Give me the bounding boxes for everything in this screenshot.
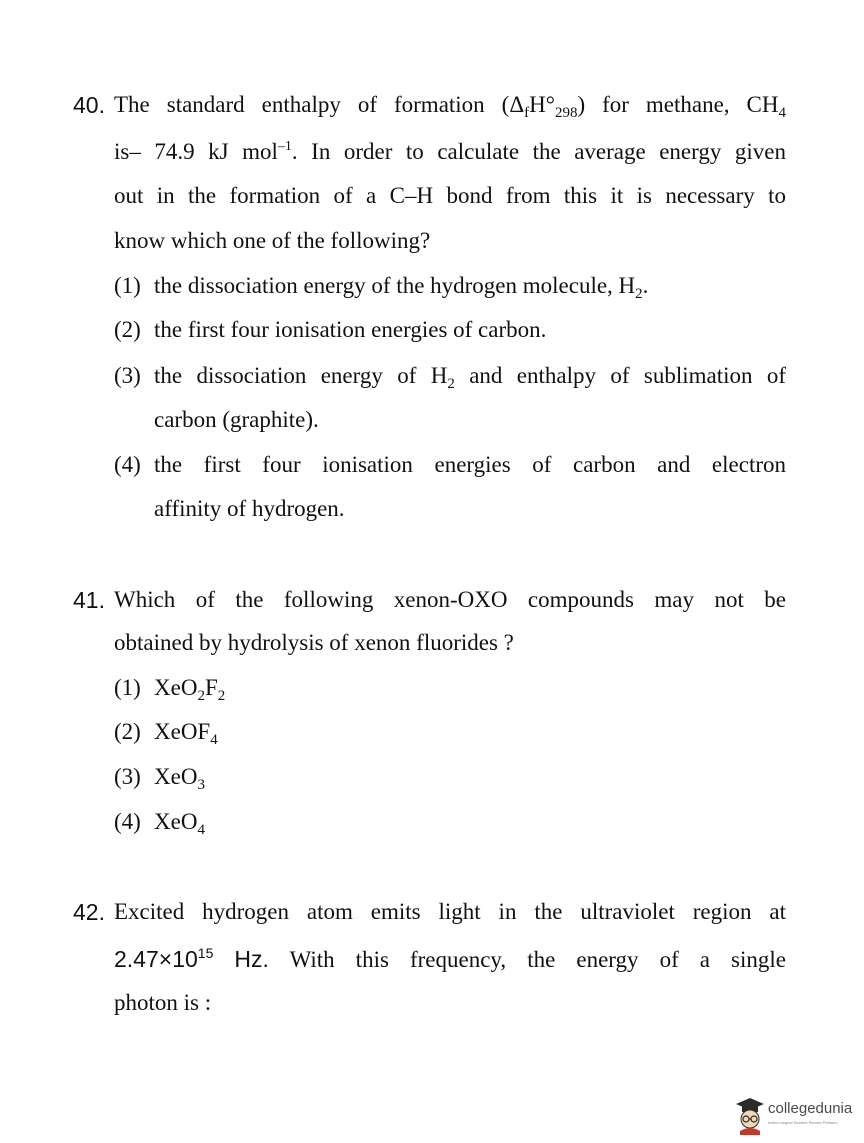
question-40-number: 40. bbox=[73, 92, 105, 118]
question-41-option-2: (2) XeOF$_4$ bbox=[114, 719, 218, 748]
question-42-line-3: photon is : bbox=[114, 990, 212, 1015]
question-41-option-1: (1) $XeO_2F_2$ bbox=[114, 675, 226, 704]
question-40-line-1: The standard enthalpy of formation $(\Delta_fH^\circ_{298})$ for methane, $CH_4$ bbox=[114, 92, 786, 121]
question-40-line-2: is– 74.9 kJ mol$^{-1}$. In order to calculate the average energy given bbox=[114, 139, 787, 164]
question-40-option-2: (2) the first four ionisation energies of carbon. bbox=[114, 315, 546, 345]
option-number: (1) bbox=[114, 675, 141, 700]
option-number: (4) bbox=[114, 809, 141, 834]
option-number: (2) bbox=[114, 719, 141, 744]
question-40-option-4-line-2: affinity of hydrogen. bbox=[154, 496, 345, 521]
question-42-number: 42. bbox=[73, 899, 105, 925]
question-41-number: 41. bbox=[73, 587, 105, 613]
question-40-option-1: (1) the dissociation energy of the hydrogen molecule, $H_2$. bbox=[114, 273, 649, 302]
question-42-line-1: Excited hydrogen atom emits light in the ultraviolet region at bbox=[114, 899, 786, 924]
question-40-option-3-line-2: carbon (graphite). bbox=[154, 407, 319, 432]
question-40-line-3: out in the formation of a C–H bond from this it is necessary to bbox=[114, 183, 786, 208]
question-40-option-4: (4) the first four ionisation energies of carbon and electron bbox=[114, 450, 786, 480]
option-number: (3) bbox=[114, 363, 141, 388]
option-number: (3) bbox=[114, 764, 141, 789]
question-42-line-2: $2.47\times 10^{15}$ Hz. With this frequency, the energy of a single bbox=[114, 945, 786, 972]
question-41-line-1: Which of the following xenon-OXO compounds may not be bbox=[114, 587, 786, 612]
collegedunia-watermark bbox=[734, 1093, 854, 1137]
question-41-line-2: obtained by hydrolysis of xenon fluorides ? bbox=[114, 630, 514, 655]
graduate-mascot-icon bbox=[734, 1095, 766, 1135]
question-41-option-3: (3) XeO$_3$ bbox=[114, 764, 205, 793]
brand-name: collegedunia bbox=[768, 1100, 853, 1117]
option-number: (4) bbox=[114, 452, 141, 477]
brand-tagline: India's largest Student Review Platform bbox=[768, 1120, 838, 1125]
question-41-option-4: (4) XeO$_4$ bbox=[114, 809, 205, 838]
question-40-option-3: (3) the dissociation energy of $H_2$ and enthalpy of sublimation of bbox=[114, 363, 786, 392]
option-number: (2) bbox=[114, 317, 141, 342]
option-number: (1) bbox=[114, 273, 141, 298]
question-40-line-4: know which one of the following? bbox=[114, 228, 431, 253]
